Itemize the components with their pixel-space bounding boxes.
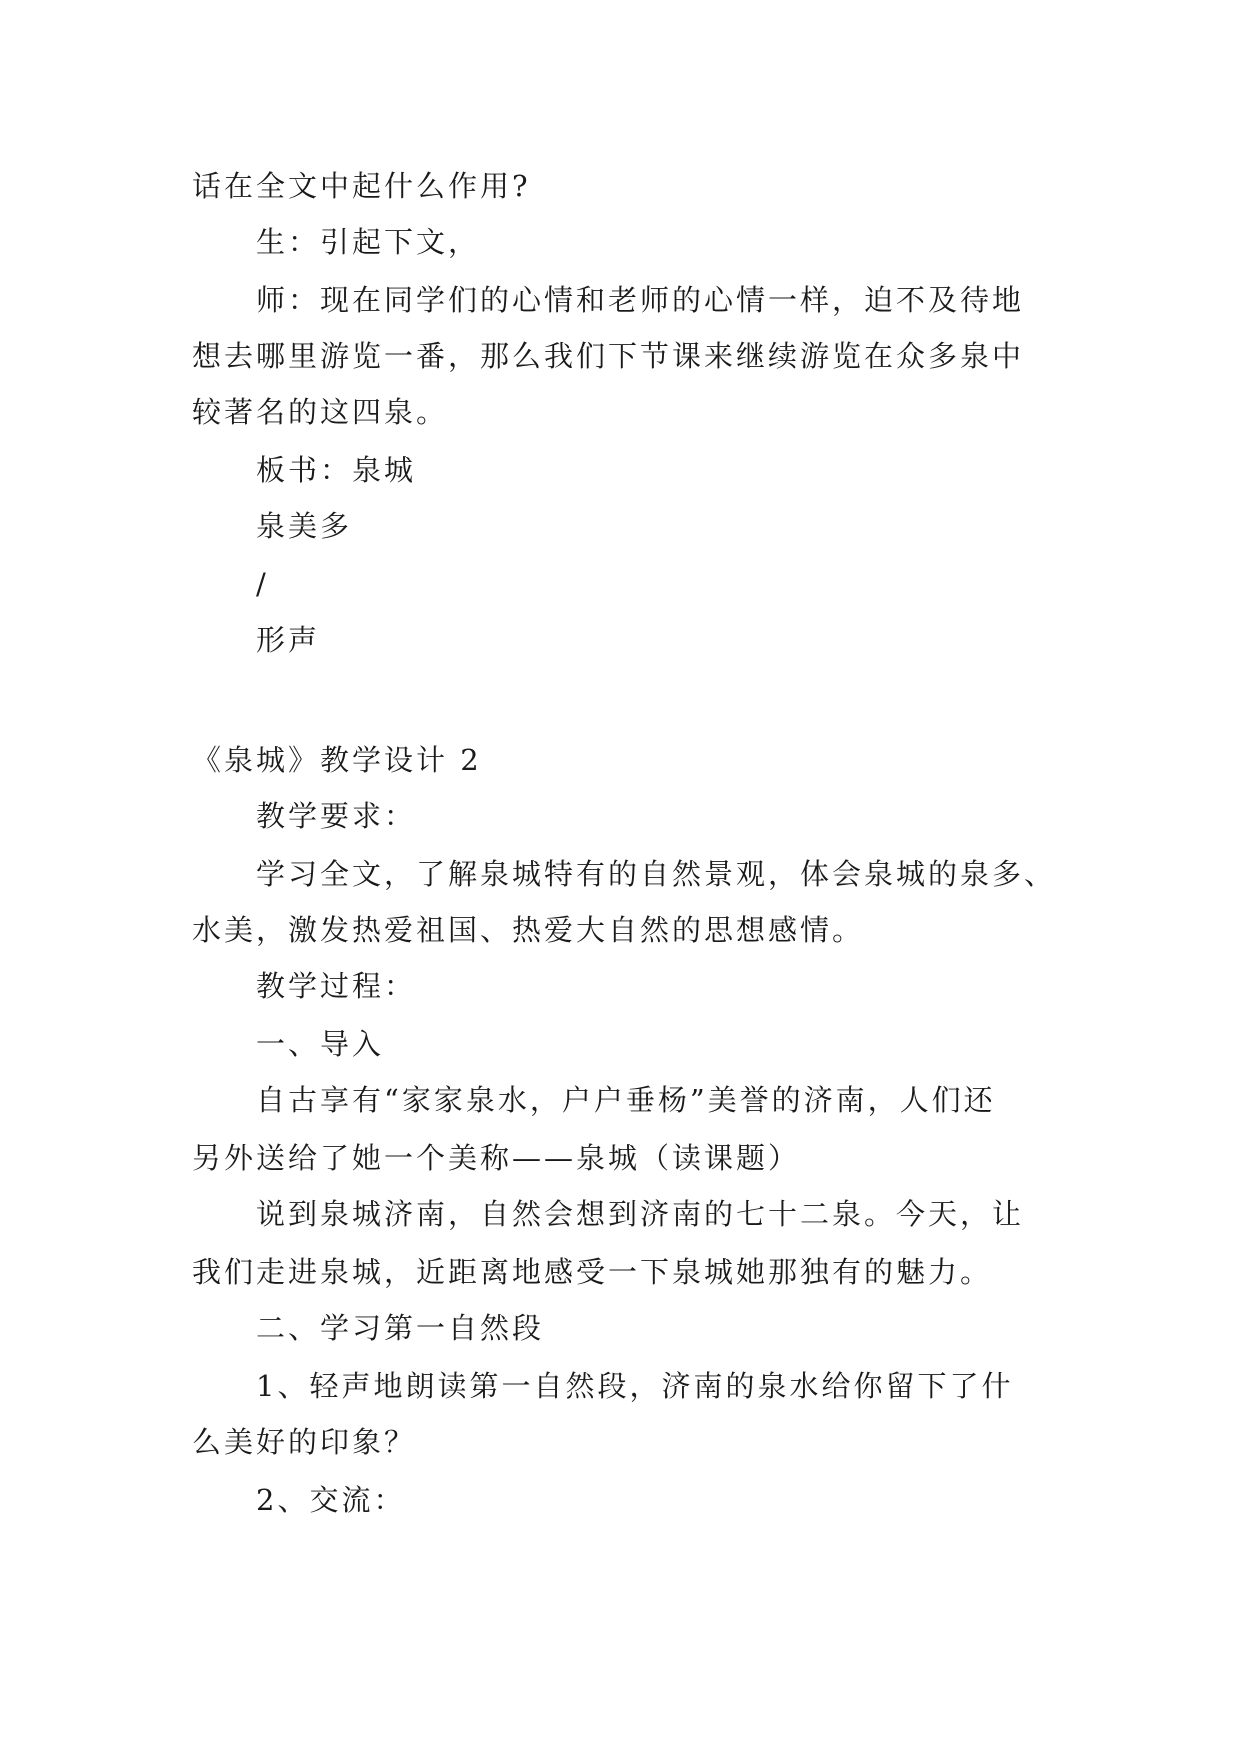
text-line: 另外送给了她一个美称——泉城（读课题） (192, 1141, 801, 1175)
text-line: 一、导入 (256, 1027, 385, 1061)
text-line: 想去哪里游览一番，那么我们下节课来继续游览在众多泉中 (192, 339, 1025, 373)
text-line: 二、学习第一自然段 (256, 1311, 545, 1345)
text-line: 教学过程： (256, 969, 417, 1003)
text-line: 生：引起下文， (256, 225, 481, 259)
text-line: 自古享有“家家泉水，户户垂杨”美誉的济南，人们还 (256, 1083, 996, 1117)
text-line: 形声 (256, 623, 321, 657)
text-line: 板书：泉城 (256, 453, 417, 487)
text-line: 泉美多 (256, 509, 353, 543)
text-line: / (256, 567, 269, 601)
text-line: 么美好的印象？ (192, 1425, 417, 1459)
text-line: 2、交流： (256, 1483, 406, 1517)
text-line: 教学要求： (256, 799, 417, 833)
text-line: 说到泉城济南，自然会想到济南的七十二泉。今天，让 (256, 1197, 1025, 1231)
text-line: 话在全文中起什么作用? (192, 169, 531, 203)
text-line: 水美，激发热爱祖国、热爱大自然的思想感情。 (192, 913, 865, 947)
text-line: 师：现在同学们的心情和老师的心情一样，迫不及待地 (256, 283, 1025, 317)
text-line: 1、轻声地朗读第一自然段，济南的泉水给你留下了什 (256, 1369, 1014, 1403)
text-line: 学习全文，了解泉城特有的自然景观，体会泉城的泉多、 (256, 857, 1057, 891)
section-title: 《泉城》教学设计 2 (192, 743, 482, 777)
text-line: 较著名的这四泉。 (192, 395, 449, 429)
text-line: 我们走进泉城，近距离地感受一下泉城她那独有的魅力。 (192, 1255, 993, 1289)
